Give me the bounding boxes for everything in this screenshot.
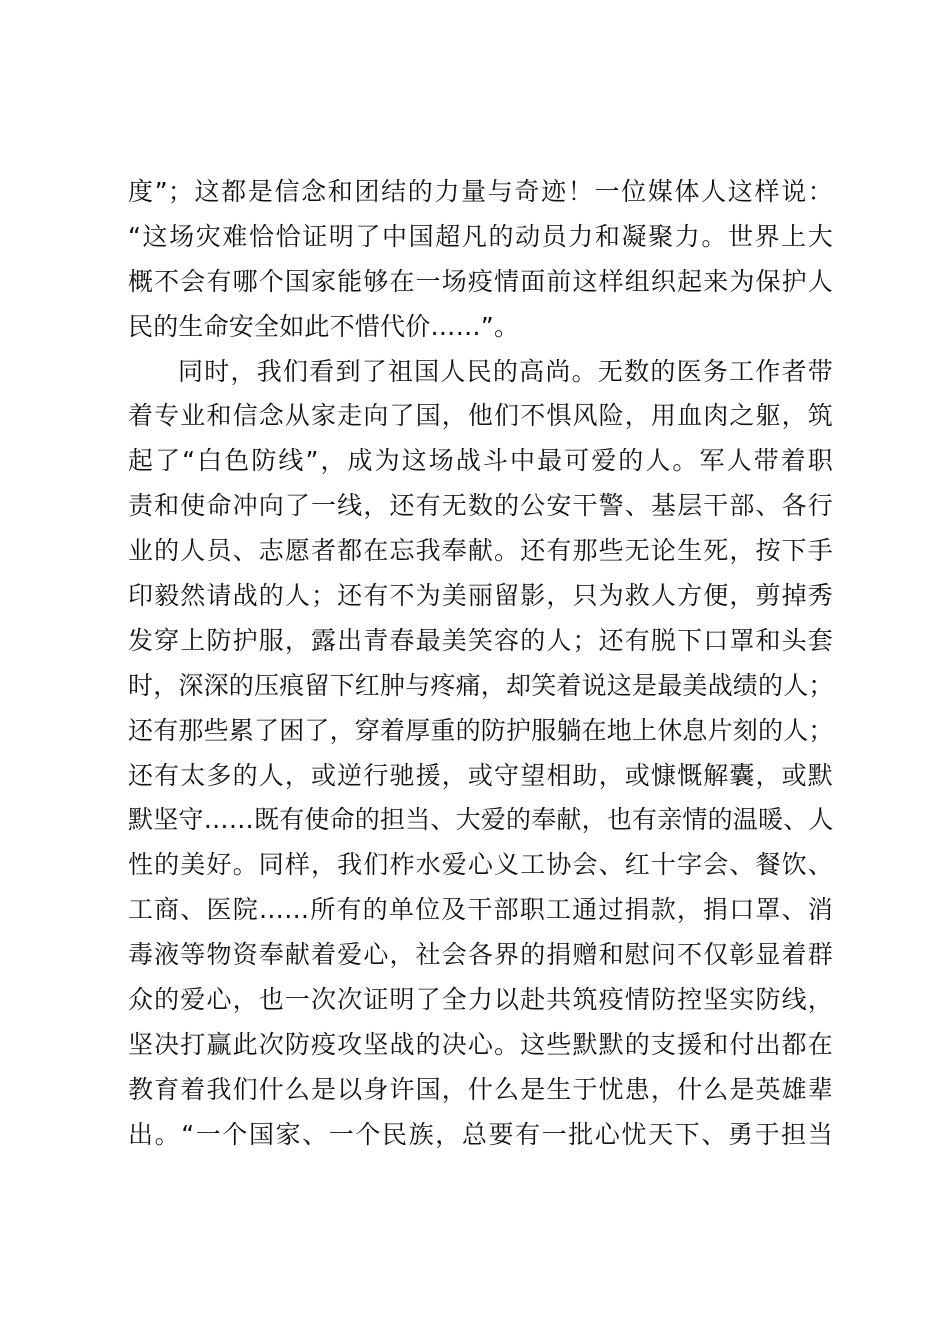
paragraph-start-line: 同时，我们看到了祖国人民的高尚。无数的医务工作者带 [178,356,833,386]
text-line: 印毅然请战的人；还有不为美丽留影，只为救人方便，剪掉秀 [128,581,833,611]
text-line: 概不会有哪个国家能够在一场疫情面前这样组织起来为保护人 [128,266,833,296]
text-line: 教育着我们什么是以身许国，什么是生于忧患，什么是英雄辈 [128,1074,833,1104]
body-text [128,170,833,1158]
text-line: 毒液等物资奉献着爱心，社会各界的捐赠和慰问不仅彰显着群 [128,940,833,970]
text-line: 时，深深的压痕留下红肿与疼痛，却笑着说这是最美战绩的人； [128,670,834,700]
text-line: 出。“一个国家、一个民族，总要有一批心忧天下、勇于担当 [128,1119,833,1149]
text-line: 着专业和信念从家走向了国，他们不惧风险，用血肉之躯，筑 [128,401,833,431]
text-line: 民的生命安全如此不惜代价……”。 [128,311,520,341]
text-line: 发穿上防护服，露出青春最美笑容的人；还有脱下口罩和头套 [128,625,833,655]
text-line: 起了“白色防线”，成为这场战斗中最可爱的人。军人带着职 [128,446,833,476]
text-line: 责和使命冲向了一线，还有无数的公安干警、基层干部、各行 [128,491,833,521]
text-line: 还有那些累了困了，穿着厚重的防护服躺在地上休息片刻的人； [128,715,834,745]
text-line: 业的人员、志愿者都在忘我奉献。还有那些无论生死，按下手 [128,536,833,566]
text-line: 坚决打赢此次防疫攻坚战的决心。这些默默的支援和付出都在 [128,1029,833,1059]
text-line: 性的美好。同样，我们柞水爱心义工协会、红十字会、餐饮、 [128,850,833,880]
text-line: 众的爱心，也一次次证明了全力以赴共筑疫情防控坚实防线， [128,985,833,1015]
text-line: “这场灾难恰恰证明了中国超凡的动员力和凝聚力。世界上大 [128,221,833,251]
text-line: 默坚守……既有使命的担当、大爱的奉献，也有亲情的温暖、人 [128,805,834,835]
text-line: 还有太多的人，或逆行驰援，或守望相助，或慷慨解囊，或默 [128,760,833,790]
text-line: 工商、医院……所有的单位及干部职工通过捐款，捐口罩、消 [128,895,833,925]
text-line: 度”；这都是信念和团结的力量与奇迹！一位媒体人这样说： [128,177,833,206]
